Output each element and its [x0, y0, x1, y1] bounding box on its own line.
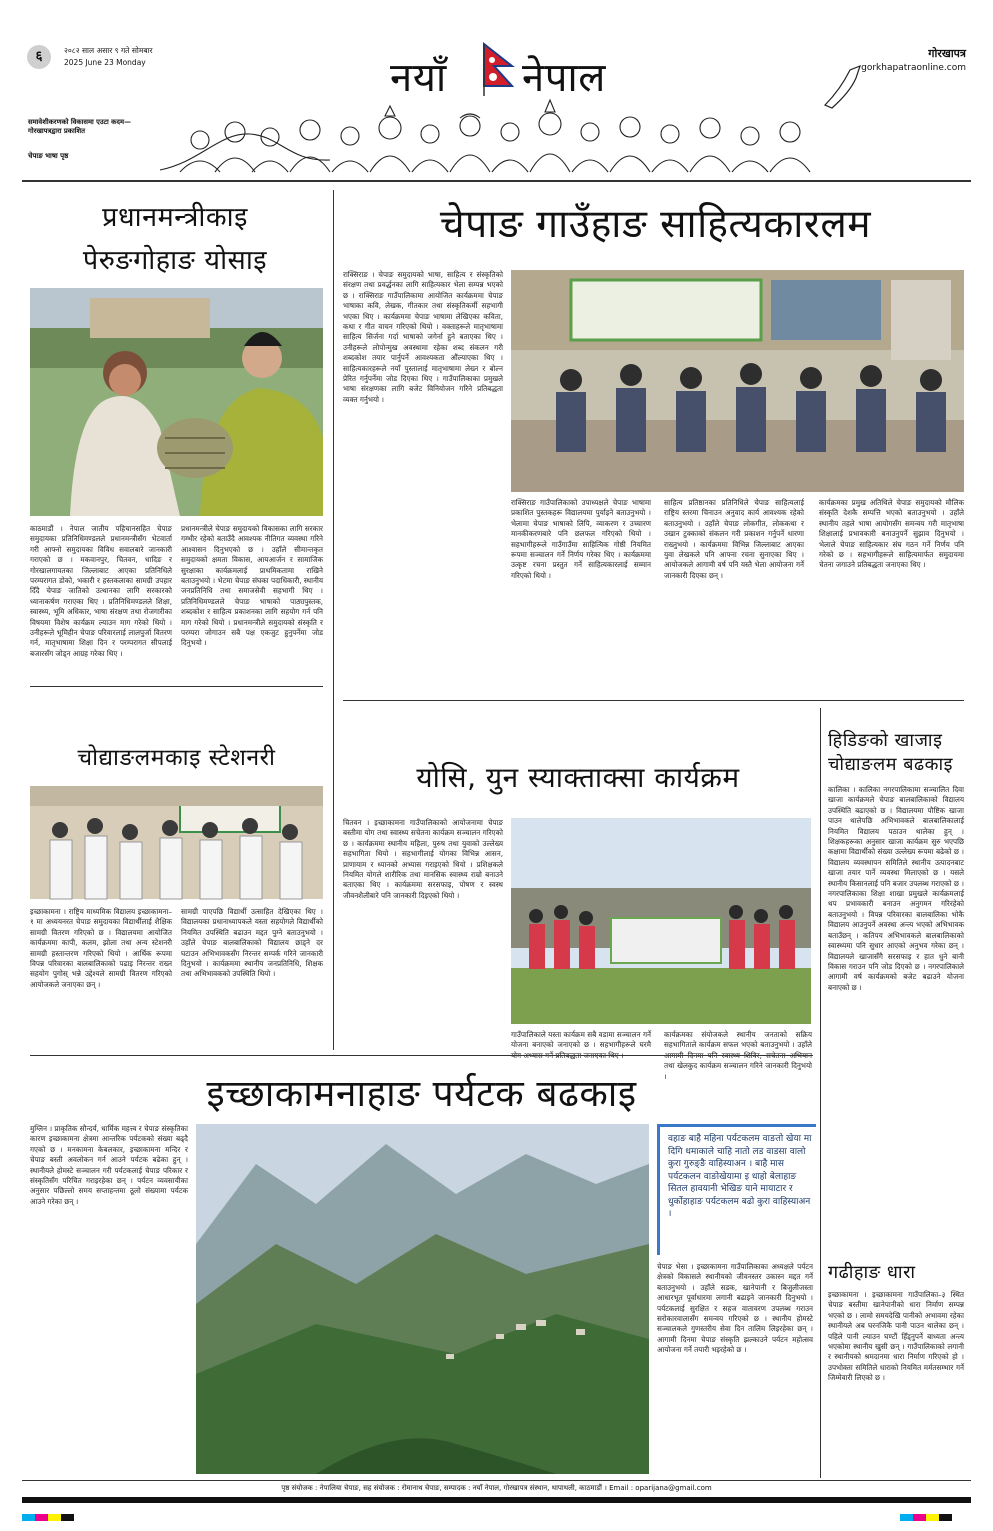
- pm-photo: [30, 288, 323, 516]
- hiding-body: कालिका । कालिका नगरपालिकामा सञ्चालित दिवा खाजा कार्यक्रमले चेपाङ बालबालिकाको विद्यालय उपस्थिति बढाएको छ । विद्यालयमा पौष्टिक खाजा पाउन थालेपछि अभिभावकले बालबालिकालाई नियमित विद्यालय पठाउन थालेका हुन् । शिक्षकहरूका अनुसार खाजा कार्यक्रम सुरु भएपछि कक्षामा विद्यार्थीको संख्या उल्लेख्य रूपमा बढेको छ । विद्यालय व्यवस्थापन समितिले स्थानीय उत्पादनबाट खाजा तयार पार्ने व्यवस्था मिलाएको छ । यसले स्थानीय किसानलाई पनि बजार उपलब्ध गराएको छ । नगरपालिकाका शिक्षा शाखा प्रमुखले कार्यक्रमलाई थप प्रभावकारी बनाउन अनुगमन गरिरहेको बताउनुभयो । विपन्न परिवारका बालबालिका भोकै विद्यालय आउनुपर्ने अवस्था अन्त्य भएको अभिभावक बताउँछन् । कतिपय अभिभावकले बालबालिकाको स्वास्थ्यमा पनि सुधार आएको अनुभव गरेका छन् । विद्यालयले खाजासँगै सरसफाइ र हात धुने बानी विकास गराउन पनि जोड दिएको छ । नगरपालिकाले आगामी वर्ष कार्यक्रमको बजेट बढाउने योजना बनाएको छ ।: [828, 785, 964, 992]
- pm-body-right: प्रधानमन्त्रीले चेपाङ समुदायको विकासका लागि सरकार गम्भीर रहेको बताउँदै आवश्यक नीतिगत व्यवस्था गरिने आश्वासन दिनुभएको छ । उहाँले सीमान्तकृत समुदायको क्षमता विकास, आयआर्जन र सामाजिक सुरक्षाका कार्यक्रमलाई प्राथमिकतामा राखिने बताउनुभयो । भेटमा चेपाङ संघका पदाधिकारी, स्थानीय जनप्रतिनिधि तथा समाजसेवी सहभागी थिए । प्रतिनिधिमण्डलले चेपाङ भाषाको पाठ्यपुस्तक, शब्दकोश र साहित्य प्रकाशनका लागि सहयोग गर्न पनि माग गरेको थियो । प्रधानमन्त्रीले समुदायको संस्कृति र परम्परा जोगाउन सबै पक्ष एकजुट हुनुपर्नेमा जोड दिनुभयो ।: [181, 524, 323, 648]
- stationery-body-left: इच्छाकामना । राष्ट्रिय माध्यमिक विद्यालय इच्छाकामना–१ मा अध्ययनरत चेपाङ समुदायका विद्यार्थीलाई शैक्षिक सामग्री वितरण गरिएको छ । विद्यालयमा आयोजित कार्यक्रममा कापी, कलम, झोला तथा अन्य स्टेशनरी सामग्री हस्तान्तरण गरिएको थियो । आर्थिक रूपमा विपन्न परिवारका बालबालिकाको पढाइ निरन्तर राख्न सहयोग पुगोस् भन्ने उद्देश्यले सामग्री वितरण गरिएको आयोजकले जनाएका छन् ।: [30, 907, 172, 989]
- brand-name: गोरखापत्र: [928, 47, 966, 60]
- yoga-photo: [511, 818, 811, 1024]
- sahitya-headline: चेपाङ गाउँहाङ साहित्यकारलम: [439, 202, 872, 247]
- masthead-title-right: नेपाल: [522, 55, 606, 101]
- page-number-badge: ६: [27, 45, 51, 69]
- masthead-section: चेपाङ भाषा पृष्ठ: [28, 152, 69, 160]
- sahitya-bottom-rule: [343, 700, 964, 701]
- tourism-photo: [196, 1124, 649, 1474]
- sahitya-col4: कार्यक्रमका प्रमुख अतिथिले चेपाङ समुदायको मौलिक संस्कृति देशकै सम्पत्ति भएको बताउनुभयो । उहाँले स्थानीय तहले भाषा आयोगसँग समन्वय गरी मातृभाषा शिक्षालाई प्रभावकारी बनाउनुपर्ने सुझाव दिनुभयो । भेलाले चेपाङ साहित्यकार संघ गठन गर्ने निर्णय पनि गरेको छ । सहभागीहरूले साहित्यमार्फत समुदायमा चेतना जगाउने प्रतिबद्धता जनाएका थिए ।: [819, 498, 964, 570]
- dhara-heading: गढीहाङ धारा: [828, 1262, 916, 1283]
- hiding-headline-2: चोद्याङलम बढकाइ: [828, 754, 953, 775]
- tourism-quote-box: [657, 1124, 816, 1255]
- date-nepali: २०८२ साल असार ९ गते सोमबार: [64, 46, 153, 55]
- masthead-tagline: समावेशीकरणको विकासमा एउटा कदम—गोरखापत्रद्वारा प्रकाशित: [28, 118, 131, 135]
- stationery-headline: चोद्याङलमकाइ स्टेशनरी: [77, 745, 276, 771]
- yoga-col3: कार्यक्रमका संयोजकले स्थानीय जनताको सक्रिय सहभागिताले कार्यक्रम सफल भएको बताउनुभयो । उहाँले तथा खेलकुद कार्यक्रम सञ्चालन गरिने जानकारी दिनुभयो ।: [664, 1030, 812, 1081]
- color-registration-strip-right: [900, 1506, 952, 1525]
- yoga-col2: गाउँपालिकाले यस्ता कार्यक्रम सबै वडामा सञ्चालन गर्ने योजना बनाएको जनाएको छ । सहभागीहरूले घरमै: [511, 1030, 651, 1050]
- footer-rule: [22, 1480, 971, 1481]
- yoga-col1: चितवन । इच्छाकामना गाउँपालिकाको आयोजनामा चेपाङ बस्तीमा योग तथा स्वास्थ्य सचेतना कार्यक्रम सञ्चालन गरिएको छ । कार्यक्रममा स्थानीय महिला, पुरुष तथा युवाको उल्लेख्य सहभागिता थियो । सहभागीलाई योगका विभिन्न आसन, प्राणायाम र ध्यानको अभ्यास गराइएको थियो । प्रशिक्षकले नियमित योगले शारीरिक तथा मानसिक स्वास्थ्य राम्रो बनाउने बताएका थिए । कार्यक्रममा सरसफाइ, पोषण र स्वस्थ जीवनशैलीबारे पनि जानकारी दिइएको थियो ।: [343, 818, 503, 900]
- pm-headline-2: पेरुङगोहाङ योसाइ: [82, 245, 268, 276]
- footer-credits: पृष्ठ संयोजक : नेपालिया चेपाङ, सह संयोजक : रोमानाथ चेपाङ, सम्पादक : नयाँ नेपाल, गोरखापत्र संस्थान, थापाथली, काठमाडौं । Email : oparijana@gmail.com: [281, 1484, 712, 1492]
- pm-headline-1: प्रधानमन्त्रीकाइ: [102, 202, 248, 233]
- sahitya-col2: राक्सिराङ गाउँपालिकाको उपाध्यक्षले चेपाङ भाषामा प्रकाशित पुस्तकहरू विद्यालयमा पुर्याइने बताउनुभयो । भेलामा चेपाङ भाषाको लिपि, व्याकरण र उच्चारण मानकीकरणबारे पनि छलफल गरिएको थियो । सहभागीहरूले गाउँगाउँमा साहित्यिक गोष्ठी नियमित रूपमा सञ्चालन गर्ने निर्णय गरेका थिए । कार्यक्रममा उत्कृष्ट रचना प्रस्तुत गर्ने साहित्यकारलाई सम्मान गरिएको थियो ।: [511, 498, 651, 580]
- tourism-headline: इच्छाकामनाहाङ पर्यटक बढकाइ: [206, 1072, 637, 1115]
- tourism-col1: मुग्लिन । प्राकृतिक सौन्दर्य, धार्मिक महत्त्व र चेपाङ संस्कृतिका कारण इच्छाकामना क्षेत्रमा आन्तरिक पर्यटकको संख्या बढ्दै गएको छ । मनकामना केबलकार, इच्छाकामना मन्दिर र चेपाङ बस्ती अवलोकन गर्न आउने पर्यटक बढेका हुन् । स्थानीयले होमस्टे सञ्चालन गरी पर्यटकलाई चेपाङ परिकार र संस्कृतिसँग परिचित गराइरहेका छन् । पर्यटन व्यवसायीका अनुसार पछिल्लो समय सप्ताहन्तमा ठूलो संख्यामा पर्यटक आउने गरेका छन् ।: [30, 1124, 188, 1206]
- tourism-col5: चेपाङ भेसा । इच्छाकामना गाउँपालिकाका अध्यक्षले पर्यटन क्षेत्रको विकासले स्थानीयको जीवनस्तर उकास्न मद्दत गर्ने बताउनुभयो । उहाँले सडक, खानेपानी र बिजुलीजस्ता आधारभूत पूर्वाधारमा लगानी बढाइने जानकारी दिनुभयो । पर्यटकलाई सुरक्षित र सहज वातावरण उपलब्ध गराउन सरोकारवालासँग समन्वय गरिएको छ । स्थानीय होमस्टे सञ्चालकले गुणस्तरीय सेवा दिन तालिम लिइरहेका छन् । आगामी दिनमा चेपाङ संस्कृति झल्काउने पर्यटन महोत्सव आयोजना गर्ने तयारी भइरहेको छ ।: [657, 1262, 813, 1355]
- hiding-headline-1: हिडिङको खाजाइ: [828, 730, 943, 751]
- pm-body-left: काठमाडौं । नेपाल जातीय पहिचानसहित चेपाङ समुदायका प्रतिनिधिमण्डलले प्रधानमन्त्रीसँग भेटवार्ता गरी आफ्नो समुदायका विविध सवालबारे जानकारी गराएको छ । मकवानपुर, चितवन, धादिङ र गोरखालगायतका जिल्लाबाट आएका प्रतिनिधिले परम्परागत डोको, भकारी र हस्तकलाका सामग्री उपहार दिँदै चेपाङ जातिको उत्थानका लागि सरकारको ध्यानाकर्षण गराएका थिए । प्रतिनिधिमण्डलले शिक्षा, स्वास्थ्य, भूमि अधिकार, भाषा संरक्षण तथा रोजगारीका विषयमा विशेष कार्यक्रम ल्याउन माग गरेको थियो । उनीहरूले भूमिहीन चेपाङ परिवारलाई लालपुर्जा वितरण गर्न, मातृभाषामा शिक्षा दिन र परम्परागत सीपलाई बजारसँग जोड्न आग्रह गरेका थिए ।: [30, 524, 172, 658]
- sahitya-photo: [511, 270, 964, 492]
- tourism-quote: वहाङ बाहै महिना पर्यटकलम वाङतो खेया मा दिगि धमाकाले चाहि नातो लड वाडसा वालो कुरा गुरुङ्ङै वाहिस्याअन । बाहै मास पर्यटकलन वाङोखेयामा इ धाहो बेलाहाङ सितल हावयानी भेखिङ याने मायाटार र धुर्कोहाहाङ पर्यटकलम बढो कुरा वाहिस्याअन ।: [668, 1134, 812, 1219]
- masthead-illustration: [160, 92, 840, 172]
- sahitya-col1: राक्सिराङ । चेपाङ समुदायको भाषा, साहित्य र संस्कृतिको संरक्षण तथा प्रवर्द्धनका लागि साहित्यकार भेला सम्पन्न भएको छ । राक्सिराङ गाउँपालिकामा आयोजित कार्यक्रममा चेपाङ भाषाका कवि, लेखक, गीतकार तथा संस्कृतिकर्मी सहभागी भएका थिए । कार्यक्रममा चेपाङ भाषामा लेखिएका कविता, कथा र गीत वाचन गरिएको थियो । वक्ताहरूले मातृभाषामा साहित्य सिर्जना गर्दा भाषाको जगेर्ना हुने बताएका थिए । उनीहरूले लोपोन्मुख अवस्थामा रहेका शब्द संकलन गरी शब्दकोश तयार पार्नुपर्ने आवश्यकता औंल्याएका थिए । साहित्यकारहरूले नयाँ पुस्तालाई मातृभाषामा लेख्न र बोल्न प्रेरित गर्नुपर्नेमा जोड दिएका थिए । गाउँपालिकाका प्रमुखले भाषा संरक्षणका लागि बजेट विनियोजन गरिने प्रतिबद्धता व्यक्त गर्नुभयो ।: [343, 270, 503, 404]
- column-divider-left: [333, 190, 334, 1050]
- stationery-photo: [30, 786, 323, 899]
- stationery-body-right: सामग्री पाएपछि विद्यार्थी उत्साहित देखिएका थिए । विद्यालयका प्रधानाध्यापकले यस्ता सहयोगले विद्यार्थीको नियमित उपस्थिति बढाउन मद्दत पुग्ने बताउनुभयो । उहाँले चेपाङ बालबालिकाको विद्यालय छाड्ने दर घटाउन अभिभावकसँग निरन्तर सम्पर्क गरिने जानकारी दिनुभयो । कार्यक्रममा स्थानीय जनप्रतिनिधि, शिक्षक तथा अभिभावकको उपस्थिति थियो ।: [181, 907, 323, 979]
- masthead-divider: [22, 180, 971, 182]
- date-english: 2025 June 23 Monday: [64, 58, 146, 67]
- masthead-title-left: नयाँ: [390, 55, 447, 101]
- color-registration-strip-left: [22, 1506, 74, 1525]
- yoga-headline: योसि, युन स्याक्ताक्सा कार्यक्रम: [416, 761, 740, 794]
- stationery-top-rule: [30, 686, 323, 687]
- tourism-top-rule: [30, 1055, 813, 1056]
- column-divider-right: [820, 708, 821, 1478]
- sahitya-col3: साहित्य प्रतिष्ठानका प्रतिनिधिले चेपाङ साहित्यलाई राष्ट्रिय स्तरमा चिनाउन अनुवाद कार्य आवश्यक रहेको बताउनुभयो । उहाँले चेपाङ लोकगीत, लोककथा र उखान टुक्काको संकलन गरी प्रकाशन गर्नुपर्ने धारणा राख्नुभयो । कार्यक्रममा विभिन्न जिल्लाबाट आएका युवा लेखकले पनि आफ्ना रचना सुनाएका थिए । आयोजकले आगामी वर्ष पनि यस्तै भेला आयोजना गर्ने जानकारी दिएका छन् ।: [664, 498, 804, 580]
- website-link[interactable]: gorkhapatraonline.com: [861, 63, 966, 73]
- nepal-flag-icon: [482, 42, 516, 96]
- footer-bar: [22, 1497, 971, 1503]
- dhara-body: इच्छाकामना । इच्छाकामना गाउँपालिका–३ स्थित चेपाङ बस्तीमा खानेपानीको धारा निर्माण सम्पन्न भएको छ । लामो समयदेखि पानीको अभावमा रहेका स्थानीयले अब घरनजिकै पानी पाउन थालेका छन् । पहिले पानी ल्याउन घण्टौं हिँड्नुपर्ने बाध्यता अन्त्य भएकोमा स्थानीय खुसी छन् । गाउँपालिकाको लगानी र स्थानीयको श्रमदानमा धारा निर्माण गरिएको हो । उपभोक्ता समितिले धाराको नियमित मर्मतसम्भार गर्ने जिम्मेवारी लिएको छ ।: [828, 1290, 964, 1383]
